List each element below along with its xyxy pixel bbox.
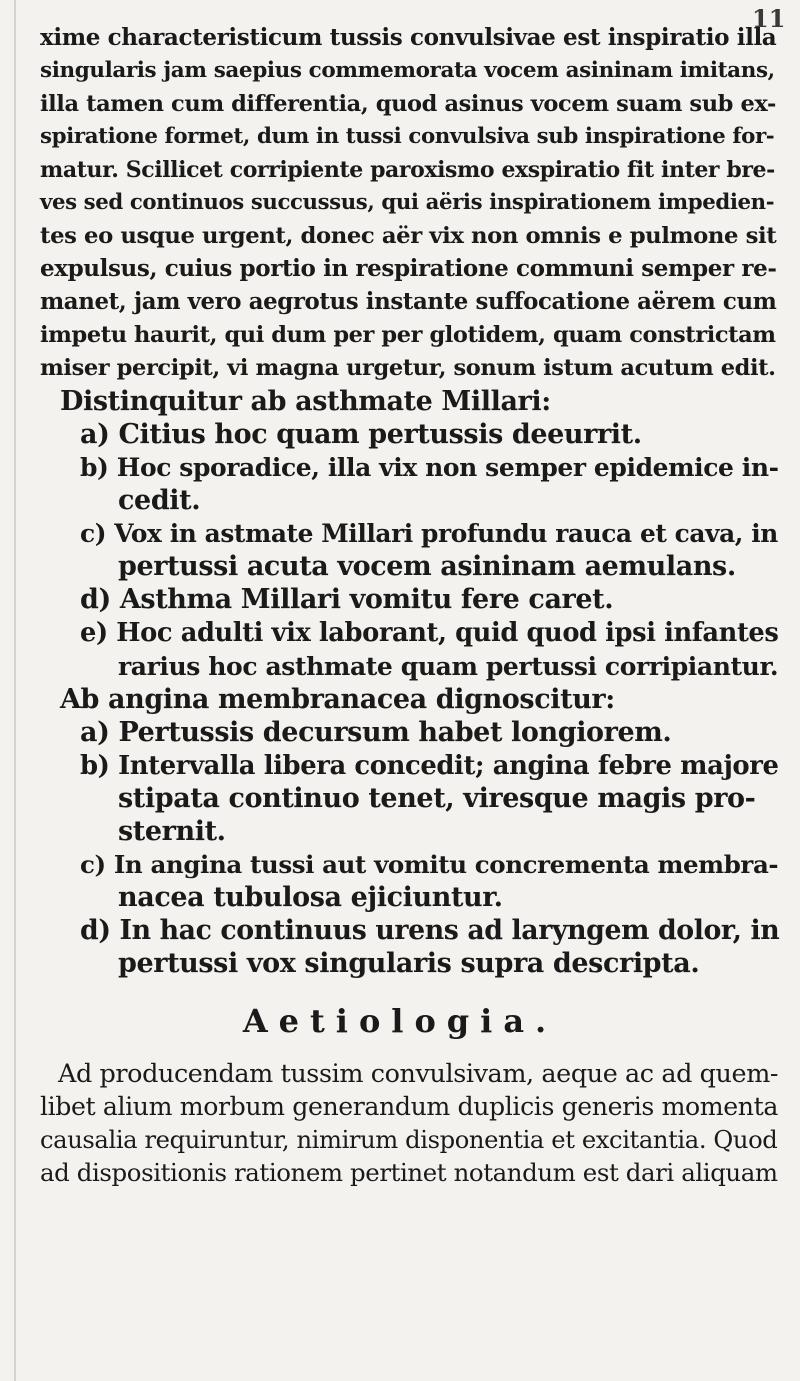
list-item-e-continued: rarius hoc asthmate quam pertussi corripiantur.	[118, 651, 779, 681]
text-line: causalia requiruntur, nimirum disponentia et excitantia. Quod	[40, 1126, 778, 1154]
list-item-e: e) Hoc adulti vix laborant, quid quod ipsi infantes	[80, 618, 779, 648]
list-item-b-continued: cedit.	[118, 485, 201, 516]
text-line: ad dispositionis rationem pertinet notandum est dari aliquam	[40, 1158, 778, 1187]
page-number: 11	[752, 4, 786, 33]
list-item-b-continued: sternit.	[118, 816, 226, 847]
list-item-d: d) In hac continuus urens ad laryngem dolor, in	[80, 915, 780, 946]
text-line: impetu haurit, qui dum per per glotidem, quam constrictam	[40, 322, 776, 348]
list-item-c-continued: nacea tubulosa ejiciuntur.	[118, 882, 503, 913]
text-line: matur. Scillicet corripiente paroxismo exspiratio fit inter bre-	[40, 157, 775, 183]
list-item-a: a) Citius hoc quam pertussis deeurrit.	[80, 419, 642, 450]
list-item-c-continued: pertussi acuta vocem asininam aemulans.	[118, 551, 736, 582]
text-line: singularis jam saepius commemorata vocem asininam imitans,	[40, 58, 775, 83]
text-line: ves sed continuos succussus, qui aëris inspirationem impedien-	[40, 190, 775, 215]
list-item-d: d) Asthma Millari vomitu fere caret.	[80, 584, 614, 615]
text-line: miser percipit, vi magna urgetur, sonum istum acutum edit.	[40, 355, 776, 381]
section-heading: Aetiologia.	[242, 1002, 558, 1040]
list-item-b: b) Intervalla libera concedit; angina febre majore	[80, 751, 779, 781]
text-line: spiratione formet, dum in tussi convulsiva sub inspiratione for-	[40, 124, 775, 149]
list-item-b: b) Hoc sporadice, illa vix non semper epidemice in-	[80, 453, 779, 482]
section-intro-asthma: Distinquitur ab asthmate Millari:	[60, 386, 551, 417]
list-item-c: c) In angina tussi aut vomitu concrementa membra-	[80, 850, 779, 879]
text-line: Ad producendam tussim convulsivam, aeque ac ad quem-	[58, 1059, 779, 1089]
text-line: expulsus, cuius portio in respiratione communi semper re-	[40, 255, 777, 282]
page-edge-shadow	[14, 0, 16, 1381]
text-line: manet, jam vero aegrotus instante suffocatione aërem cum	[40, 289, 777, 315]
list-item-b-continued: stipata continuo tenet, viresque magis pro-	[118, 783, 756, 814]
text-line: libet alium morbum generandum duplicis generis momenta	[40, 1092, 778, 1121]
list-item-c: c) Vox in astmate Millari profundu rauca et cava, in	[80, 519, 778, 548]
list-item-d-continued: pertussi vox singularis supra descripta.	[118, 948, 700, 979]
text-line: illa tamen cum differentia, quod asinus vocem suam sub ex-	[40, 91, 776, 117]
text-line: xime characteristicum tussis convulsivae est inspiratio illa	[40, 24, 777, 51]
section-intro-angina: Ab angina membranacea dignoscitur:	[60, 684, 615, 715]
text-line: tes eo usque urgent, donec aër vix non omnis e pulmone sit	[40, 223, 777, 249]
list-item-a: a) Pertussis decursum habet longiorem.	[80, 717, 672, 748]
